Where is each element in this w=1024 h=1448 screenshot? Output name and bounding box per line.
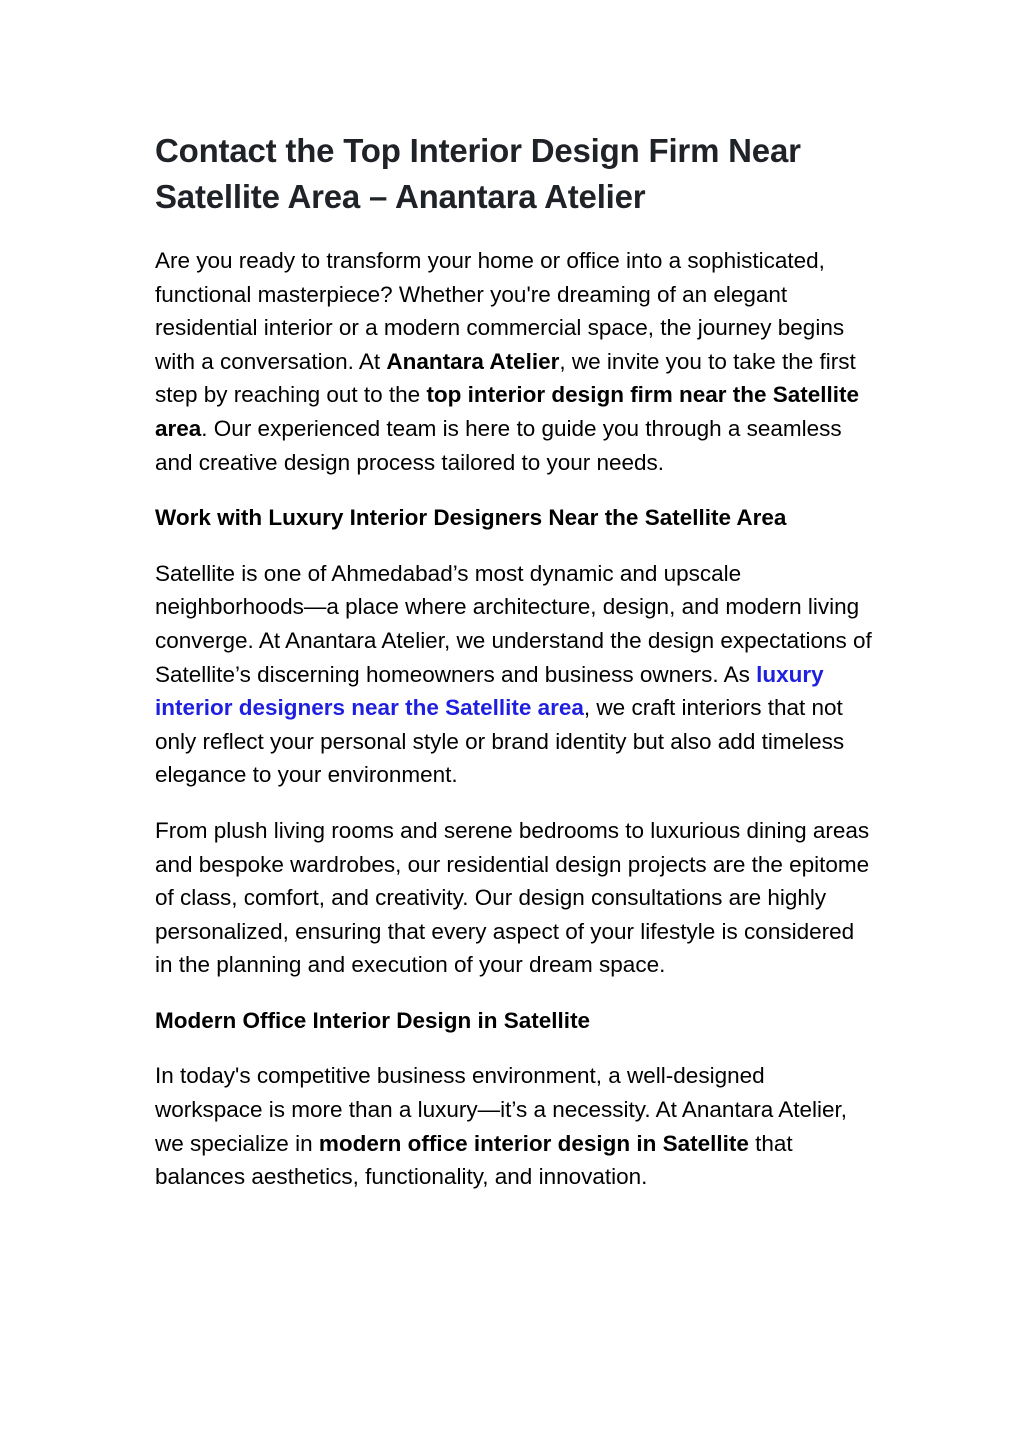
intro-text-3: . Our experienced team is here to guide you through a seamless and creative design process tailored to your needs. xyxy=(155,415,842,475)
luxury-designers-link[interactable]: luxury interior designers near the Satellite area xyxy=(155,661,824,721)
document-page xyxy=(155,128,875,1194)
intro-text-1: Are you ready to transform your home or office into a sophisticated, functional masterpiece? Whether you're dreaming of an elegant residential interior or a modern commercial space, the journey begins with a conversation. At xyxy=(155,248,845,374)
brand-name-bold: Anantara Atelier xyxy=(386,348,560,374)
firm-keyword-bold: top interior design firm near the Satellite area xyxy=(155,382,860,441)
satellite-text-2: , we craft interiors that not only reflect your personal style or brand identity but also add timeless elegance to your environment. xyxy=(155,695,845,788)
office-paragraph xyxy=(155,1059,875,1193)
satellite-text-1: Satellite is one of Ahmedabad’s most dynamic and upscale neighborhoods—a place where architecture, design, and modern living converge. At Anantara Atelier, we understand the design expectations of Satellite’s discerning homeowners and business owners. As xyxy=(155,560,872,687)
residential-paragraph: From plush living rooms and serene bedrooms to luxurious dining areas and bespoke wardrobes, our residential design projects are the epitome of class, comfort, and creativity. Our design consultations are highly personalized, ensuring that every aspect of your lifestyle is considered in the planning and execution of your dream space. xyxy=(155,817,870,978)
office-text-1: In today's competitive business environment, a well-designed workspace is more than a luxury—it’s a necessity. At Anantara Atelier, we specialize in xyxy=(155,1063,848,1156)
intro-paragraph xyxy=(155,244,875,479)
page-title: Contact the Top Interior Design Firm Near Satellite Area – Anantara Atelier xyxy=(155,132,801,215)
intro-text-2: , we invite you to take the first step by reaching out to the xyxy=(155,348,856,408)
section-heading-luxury: Work with Luxury Interior Designers Near the Satellite Area xyxy=(155,505,787,531)
office-keyword-bold: modern office interior design in Satellite xyxy=(318,1130,749,1156)
office-text-2: that balances aesthetics, functionality, and innovation. xyxy=(155,1130,793,1190)
section-heading-office: Modern Office Interior Design in Satellite xyxy=(155,1007,591,1033)
satellite-paragraph xyxy=(155,557,875,792)
